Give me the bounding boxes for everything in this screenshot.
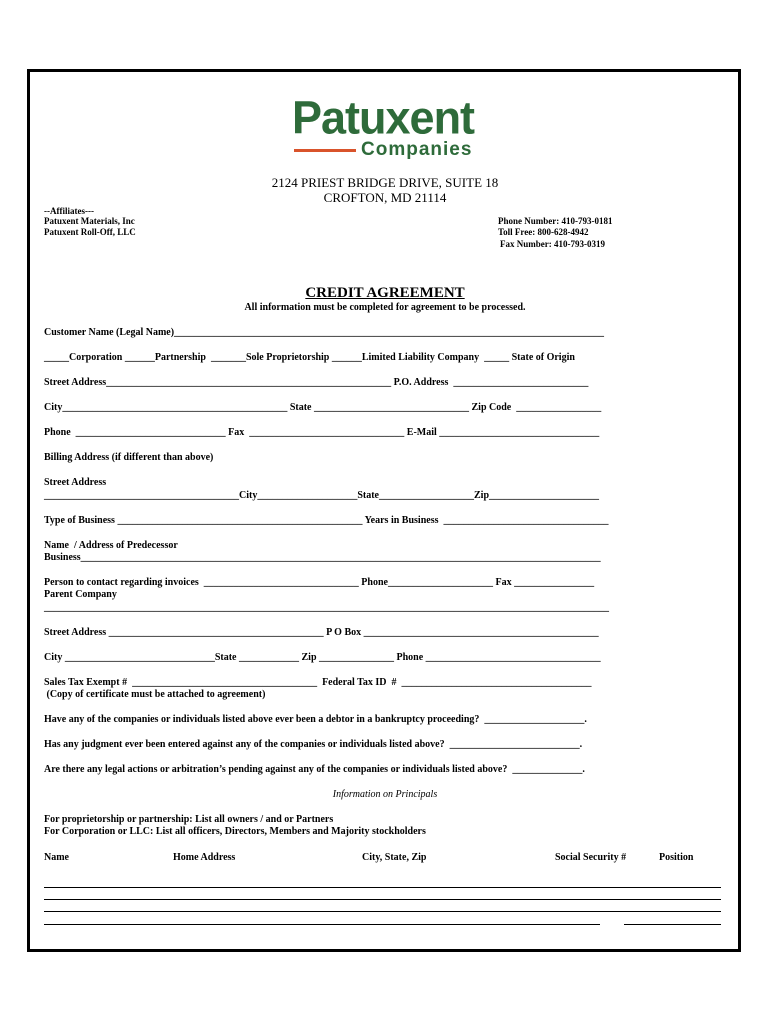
parent-company-label: Parent Company	[44, 589, 117, 600]
affiliate-2: Patuxent Roll-Off, LLC	[44, 227, 136, 237]
principals-heading: Information on Principals	[332, 789, 438, 800]
principals-note-1: For proprietorship or partnership: List all owners / and or Partners	[44, 814, 334, 825]
company-logo: Patuxent	[292, 91, 475, 144]
column-name: Name	[44, 852, 69, 863]
legal-actions-question[interactable]: Are there any legal actions or arbitration’s pending against any of the companies or individuals listed above? ______________.	[44, 764, 585, 775]
predecessor-label: Name / Address of Predecessor	[44, 540, 178, 551]
toll-free-number: Toll Free: 800-628-4942	[498, 227, 589, 237]
principal-row-line[interactable]	[44, 887, 721, 888]
logo-accent-line	[294, 149, 356, 152]
parent-city-state-zip-field[interactable]: City ______________________________State ____________ Zip _______________ Phone ___________________________________	[44, 652, 601, 663]
type-of-business-field[interactable]: Type of Business _________________________________________________ Years in Business _________________________________	[44, 515, 609, 526]
billing-street-label: Street Address	[44, 477, 107, 488]
parent-company-field[interactable]: _________________________________________________________________________________________________________________	[44, 602, 609, 613]
principal-row-line[interactable]	[44, 924, 600, 925]
column-home-address: Home Address	[173, 852, 236, 863]
principal-row-line[interactable]	[624, 924, 721, 925]
affiliates-title: --Affiliates---	[44, 206, 94, 216]
certificate-note: (Copy of certificate must be attached to agreement)	[44, 689, 266, 700]
column-social-security: Social Security #	[555, 852, 627, 863]
principals-note-2: For Corporation or LLC: List all officers, Directors, Members and Majority stockholders	[44, 826, 426, 837]
judgment-question[interactable]: Has any judgment ever been entered against any of the companies or individuals listed above? __________________________.	[44, 739, 583, 750]
company-logo-subtitle: Companies	[361, 139, 473, 160]
invoice-contact-field[interactable]: Person to contact regarding invoices _______________________________ Phone_____________________ Fax ________________	[44, 577, 595, 588]
phone-number: Phone Number: 410-793-0181	[498, 216, 613, 226]
form-subtitle: All information must be completed for agreement to be processed.	[244, 302, 526, 313]
predecessor-business-field[interactable]: Business________________________________________________________________________________________________________	[44, 552, 601, 563]
street-address-field[interactable]: Street Address_________________________________________________________ P.O. Address ___________________________	[44, 377, 589, 388]
billing-city-state-zip-field[interactable]: _______________________________________City____________________State___________________Zip______________________	[44, 490, 599, 501]
bankruptcy-question[interactable]: Have any of the companies or individuals listed above ever been a debtor in a bankruptcy proceeding? ____________________.	[44, 714, 587, 725]
affiliate-1: Patuxent Materials, Inc	[44, 216, 135, 226]
parent-street-address-field[interactable]: Street Address ___________________________________________ P O Box _______________________________________________	[44, 627, 599, 638]
billing-address-heading: Billing Address (if different than above)	[44, 452, 214, 463]
column-city-state-zip: City, State, Zip	[362, 852, 427, 863]
column-position: Position	[659, 852, 694, 863]
customer-name-field[interactable]: Customer Name (Legal Name)______________________________________________________________________________________	[44, 327, 605, 338]
phone-fax-email-field[interactable]: Phone ______________________________ Fax _______________________________ E-Mail ________________________________	[44, 427, 600, 438]
city-state-zip-field[interactable]: City_____________________________________________ State _______________________________ Zip Code _________________	[44, 402, 602, 413]
fax-number: Fax Number: 410-793-0319	[500, 239, 605, 249]
address-line-2: CROFTON, MD 21114	[323, 190, 447, 205]
entity-type-options[interactable]: _____Corporation ______Partnership _______Sole Proprietorship ______Limited Liability Company _____ State of Origin	[44, 352, 575, 363]
principal-row-line[interactable]	[44, 899, 721, 900]
tax-id-field[interactable]: Sales Tax Exempt # _____________________________________ Federal Tax ID # ______________________________________	[44, 677, 592, 688]
form-title: CREDIT AGREEMENT	[305, 285, 465, 301]
address-line-1: 2124 PRIEST BRIDGE DRIVE, SUITE 18	[271, 175, 499, 190]
principal-row-line[interactable]	[44, 911, 721, 912]
